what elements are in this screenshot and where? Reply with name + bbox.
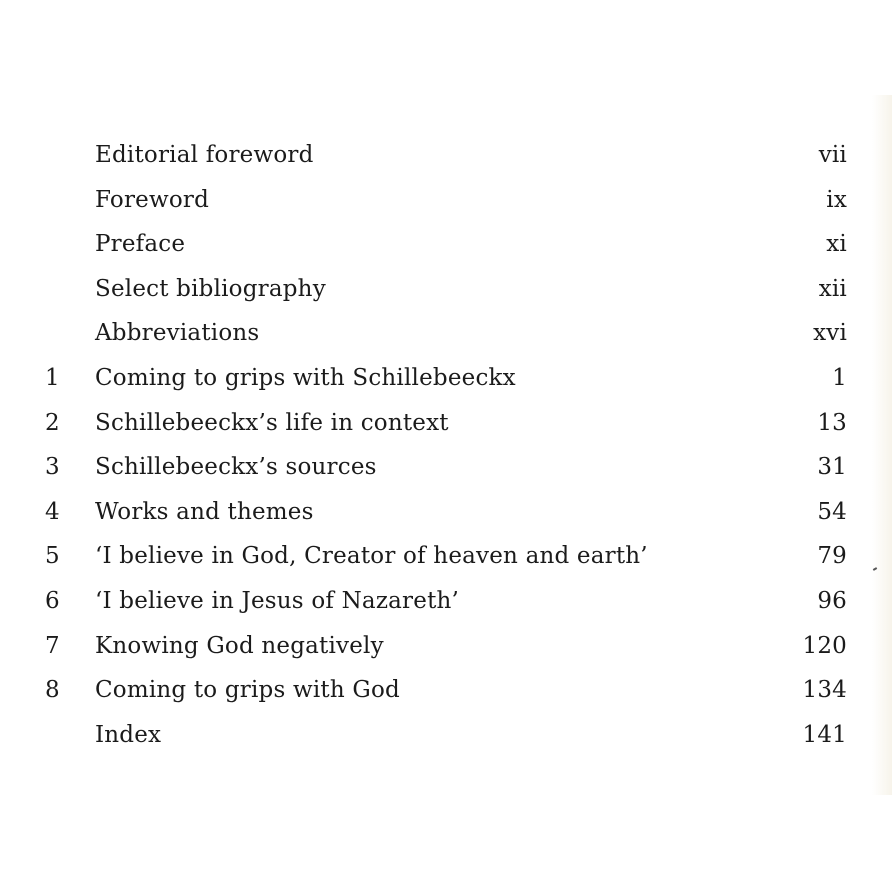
- toc-entry-page: vii: [818, 142, 847, 168]
- toc-entry-page: 134: [802, 677, 847, 704]
- toc-entry-number: 2: [45, 409, 60, 436]
- toc-entry: [0, 668, 892, 713]
- toc-entry-title: Select bibliography: [95, 275, 326, 302]
- toc-entry-number: 6: [45, 587, 60, 614]
- toc-entry-title: Works and themes: [95, 498, 314, 525]
- toc-entry: [0, 579, 892, 624]
- toc-entry-title: ‘I believe in Jesus of Nazareth’: [95, 587, 460, 614]
- toc-entry-title: Knowing God negatively: [95, 632, 384, 659]
- toc-entry-page: xii: [818, 275, 847, 302]
- toc-entry-title: Abbreviations: [95, 320, 260, 347]
- toc-entry-title: Schillebeeckx’s sources: [95, 454, 377, 481]
- toc-entry-number: 8: [45, 677, 60, 704]
- toc-entry-page: 31: [817, 454, 847, 481]
- toc-entry-page: 13: [817, 409, 847, 436]
- toc-entry: [0, 624, 892, 669]
- toc-entry: [0, 356, 892, 401]
- toc-entry: [0, 713, 892, 758]
- toc-entry-title: Coming to grips with God: [95, 677, 400, 704]
- toc-entry-title: Coming to grips with Schillebeeckx: [95, 364, 516, 391]
- toc-entry: [0, 178, 892, 223]
- toc-entry-title: ‘I believe in God, Creator of heaven and earth’: [95, 543, 648, 570]
- toc-entry: [0, 311, 892, 356]
- toc-entry-title: Index: [95, 721, 162, 748]
- toc-entry: [0, 445, 892, 490]
- toc-entry-title: Preface: [95, 231, 186, 258]
- toc-entry: [0, 222, 892, 267]
- toc-entry-page: 79: [817, 543, 847, 570]
- toc-entry-page: 96: [817, 587, 847, 614]
- toc-entry: [0, 490, 892, 535]
- toc-entry-page: xvi: [813, 320, 847, 347]
- toc-entry-page: ix: [826, 186, 847, 213]
- toc-entry: [0, 534, 892, 579]
- toc-entry-number: 3: [45, 454, 60, 481]
- toc-entry-number: 1: [45, 364, 60, 391]
- toc-entry: [0, 267, 892, 312]
- table-of-contents: [0, 133, 892, 757]
- toc-entry-title: Editorial foreword: [95, 142, 314, 168]
- toc-entry-page: 1: [832, 364, 847, 391]
- toc-entry: [0, 133, 892, 178]
- toc-entry-page: xi: [826, 231, 847, 258]
- toc-entry-number: 7: [45, 632, 60, 659]
- toc-entry-page: 141: [802, 721, 847, 748]
- toc-entry-page: 54: [817, 498, 847, 525]
- toc-entry-title: Foreword: [95, 186, 210, 213]
- toc-entry-number: 4: [45, 498, 60, 525]
- toc-entry-title: Schillebeeckx’s life in context: [95, 409, 449, 436]
- toc-entry-number: 5: [45, 543, 60, 570]
- toc-entry-page: 120: [802, 632, 847, 659]
- toc-entry: [0, 401, 892, 446]
